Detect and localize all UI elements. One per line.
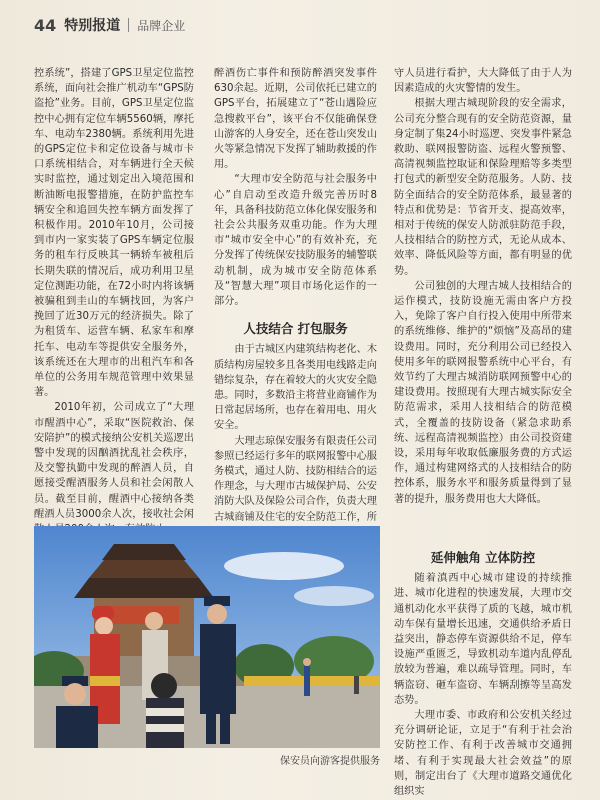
paragraph: 大理志琼保安服务有限责任公司参照已经运行多年的联网报警中心服务模式，通过人防、技防相结合的运作理念，与大理市古城保护局、公安消防大队及保险公司合作，负责大理古城商铺及住宅的安全防范工作，所 [214, 435, 378, 523]
page-number: 44 [34, 15, 57, 35]
paragraph: 公司独创的大理古城人技相结合的运作模式，技防设施无需由客户方投入，免除了客户自行投入使用中所带来的系统维修、维护的“烦恼”及高昂的建设费用。同时，充分利用公司已经投入使用多年的联网报警系统中心平台，有效节约了大理古城消防联网预警中心的建设费用。按照现有大理古城实际安全防范需求，采用人技相结合的防范模式，全覆盖的技防设备（紧急求助系统、远程高清视频监控）由公司投资建设，采用每年收取低廉服务费的方式运作，通过构建网络式的人技相结合的防控体系，服务水平和服务质量得到了显著的提升，服务费用也大大降低。 [394, 280, 572, 505]
section-heading: 人技结合 打包服务 [243, 321, 348, 337]
article-photo [34, 526, 380, 748]
photo-caption: 保安员向游客提供服务 [280, 756, 380, 767]
column-3-lower [394, 538, 572, 799]
section-heading: 延伸触角 立体防控 [430, 550, 536, 565]
paragraph: 醉酒伤亡事件和预防醉酒突发事件630余起。近期，公司依托已建立的GPS平台，拓展建立了“苍山遇险应急搜救平台”，该平台不仅能确保登山游客的人身安全，还在苍山突发山火等紧急情况下发挥了辅助救援的作用。 [214, 68, 377, 171]
photo-illustration [34, 526, 380, 748]
paragraph: 控系统”，搭建了GPS卫星定位监控系统，面向社会推广机动车“GPS防盗抢”业务。目前，GPS卫星定位监控中心拥有定位车辆5560辆，摩托车、电动车2380辆。系统利用先进的GPS定位卡和定位设备与城市卡口系统相结合，对车辆进行全天候实时监控，通过划定出入境范围和断油断电报警措施，在防护监控车辆安全和追回失控车辆方面发挥了积极作用。2010年10月，公司接到市内一家实装了GPS车辆定位服务的租车行反映其一辆轿车被租后长期失联的情况后，成功利用卫星定位测距功能，在72小时内将该辆被骗租到圭山的车辆找回，为客户挽回了近30万元的经济损失。除了为租赁车、运营车辆、私家车和摩托车、电动车等提供安全服务外，该系统还在大理市的出租汽车和各单位的公务用车规范管理中效果显著。 [34, 68, 194, 399]
subsection-title: 品牌企业 [137, 18, 186, 33]
paragraph: 守人员进行看护，大大降低了由于人为因素造成的火灾警情的发生。 [394, 68, 572, 95]
section-title: 特别报道 [64, 18, 121, 34]
paragraph: 由于古城区内建筑结构老化、木质结构房屋较多且各类用电线路走向错综复杂，存在着较大的火灾安全隐患。同时，多数沿主将营业商铺作为日常起居场所，也存在着用电、用火安全。 [214, 344, 378, 432]
paragraph: 随着滇西中心城市建设的持续推进、城市化进程的快速发展，大理市交通机动化水平获得了质的飞越，城市机动车保有量增长迅速，交通供给矛盾日益突出，静态停车资源供给不足，停车设施严重匮乏，导致机动车道内乱停乱放较为普遍，难以疏导管理。同时，车辆盗窃、砸车盗窃、车辆刮擦等呈高发态势。 [394, 573, 572, 706]
column-2 [214, 66, 377, 540]
paragraph: “大理市安全防范与社会服务中心”自启动至改造升级完善历时8年，具备科技防范立体化保安服务和社会公共服务双重功能。作为大理市“城市安全中心”的有效补充，充分发挥了传统保安技防服务的辅警联动机制，成为城市安全防范体系及“智慧大理”项目市场化运作的一部分。 [214, 174, 377, 308]
page-header [34, 12, 580, 38]
paragraph: 大理市委、市政府和公安机关经过充分调研论证，立足于“有利于社会治安防控工作、有利于改善城市交通拥堵、有利于实现最大社会效益”的原则，制定出台了《大理市道路交通优化组织实 [394, 710, 572, 798]
column-3 [394, 66, 572, 507]
column-1 [34, 66, 194, 537]
header-divider [128, 18, 129, 32]
paragraph: 根据大理古城现阶段的安全需求，公司充分整合现有的安全防范资源，量身定制了集24小时巡逻、突发事件紧急救助、联网报警防盗、远程火警预警、高清视频监控取证和保险理赔等多类型打包式的新型安全防范服务。人防、技防全面结合的安全防范体系，最显著的特点和优势是：节省开支、提高效率，相对于传统的保安人防派驻防范手段，人技相结合的防控方式，无论从成本、效率、降低风险等方面，都有明显的优势。 [394, 98, 572, 277]
paragraph: 2010年初，公司成立了“大理市醒酒中心”，采取“医院救治、保安陪护”的模式接纳公安机关巡逻出警中发现的因酗酒扰乱社会秩序，及交警执勤中发现的醉酒人员，自愿接受醒酒服务人员和社会闲散人员。截至目前，醒酒中心接纳各类醒酒人员3000余人次，接收社会闲 [34, 402, 194, 520]
